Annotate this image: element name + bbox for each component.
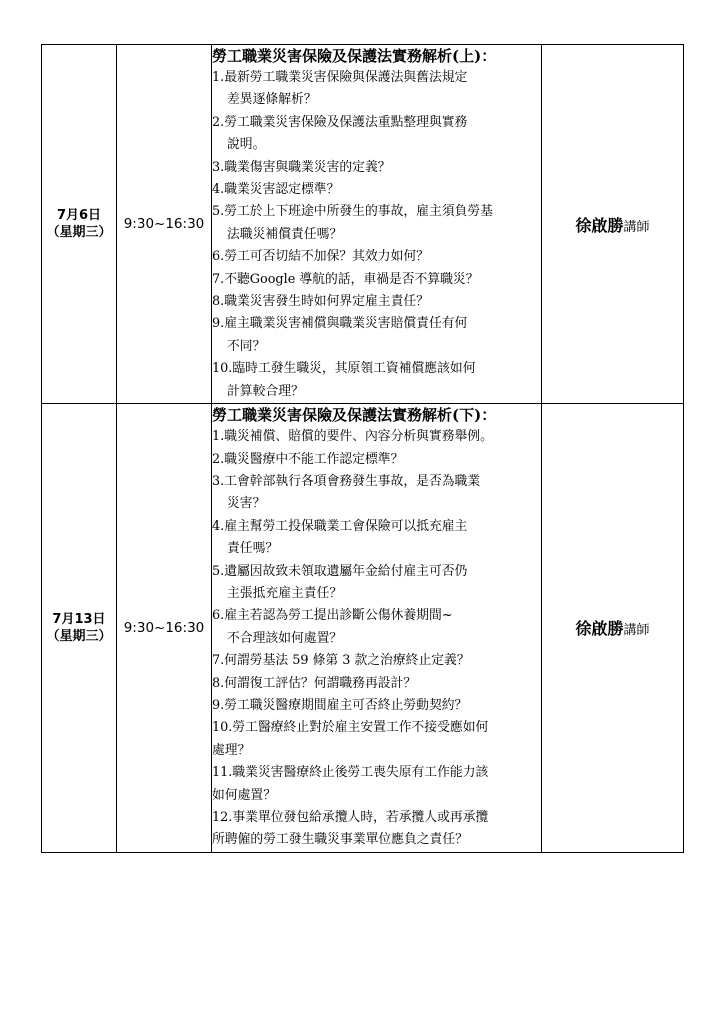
- list-item-text: 3.工會幹部執行各項會務發生事故，是否為職業: [212, 473, 481, 489]
- session-weekday: （星期三）: [46, 225, 112, 241]
- list-item: [212, 358, 541, 403]
- topic-list: [212, 426, 541, 852]
- list-item-text: 10.臨時工發生職災，其原領工資補償應該如何: [212, 361, 476, 377]
- session-time: 9:30~16:30: [117, 404, 212, 853]
- list-item-continuation: 所聘僱的勞工發生職災事業單位應負之責任？: [212, 832, 468, 848]
- list-item-text: 7.不聽Google 導航的話，車禍是否不算職災？: [212, 271, 479, 287]
- list-item: [212, 157, 541, 179]
- content-cell: [212, 45, 542, 404]
- list-item: [212, 605, 541, 650]
- list-item: [212, 449, 541, 471]
- session-date: 7月6日: [56, 208, 102, 224]
- list-item-text: 8.何謂復工評估？何謂職務再設計？: [212, 675, 417, 691]
- list-item: [212, 717, 541, 762]
- list-item-continuation: 法職災補償責任嗎？: [227, 226, 343, 242]
- content-cell: [212, 404, 542, 853]
- session-row: [42, 45, 684, 404]
- list-item-continuation: 不合理該如何處置？: [227, 630, 343, 646]
- list-item: [212, 313, 541, 358]
- list-item: [212, 650, 541, 672]
- schedule-table: [41, 44, 684, 853]
- topic-list: [212, 67, 541, 403]
- session-time: 9:30~16:30: [117, 45, 212, 404]
- session-row: [42, 404, 684, 853]
- list-item: [212, 269, 541, 291]
- list-item-text: 6.勞工可否切結不加保？其效力如何？: [212, 249, 429, 265]
- list-item: [212, 471, 541, 516]
- list-item-continuation: 不同？: [227, 338, 266, 354]
- list-item-text: 11.職業災害醫療終止後勞工喪失原有工作能力該: [212, 765, 489, 781]
- list-item: [212, 695, 541, 717]
- teacher-cell: [542, 45, 684, 404]
- list-item-text: 9.勞工職災醫療期間雇主可否終止勞動契約？: [212, 697, 468, 713]
- teacher-name: 徐啟勝: [575, 215, 624, 235]
- list-item: [212, 67, 541, 112]
- list-item: [212, 179, 541, 201]
- list-item: [212, 291, 541, 313]
- list-item-continuation: 責任嗎？: [227, 541, 279, 557]
- teacher-cell: [542, 404, 684, 853]
- list-item: [212, 807, 541, 852]
- list-item-text: 5.勞工於上下班途中所發生的事故，雇主須負勞基: [212, 204, 493, 220]
- list-item-text: 2.職災醫療中不能工作認定標準？: [212, 451, 404, 467]
- list-item-text: 9.雇主職業災害補償與職業災害賠償責任有何: [212, 316, 468, 332]
- list-item-text: 1.職災補償、賠償的要件、內容分析與實務舉例。: [212, 429, 493, 445]
- teacher-title: 講師: [623, 219, 650, 235]
- teacher-name: 徐啟勝: [575, 619, 624, 639]
- list-item-text: 5.遺屬因故致未領取遺屬年金給付雇主可否仍: [212, 563, 468, 579]
- list-item-continuation: 說明。: [227, 137, 266, 153]
- teacher-title: 講師: [623, 623, 650, 639]
- list-item: [212, 426, 541, 448]
- session-weekday: （星期三）: [46, 628, 112, 644]
- list-item-text: 10.勞工醫療終止對於雇主安置工作不接受應如何: [212, 720, 489, 736]
- list-item-continuation: 處理？: [212, 742, 251, 758]
- list-item-continuation: 災害？: [227, 496, 266, 512]
- list-item-text: 2.勞工職業災害保險及保護法重點整理與實務: [212, 114, 468, 130]
- list-item-text: 6.雇主若認為勞工提出診斷公傷休養期間~: [212, 608, 453, 624]
- topic-title: 勞工職業災害保險及保護法實務解析(下)：: [212, 406, 497, 425]
- list-item: [212, 246, 541, 268]
- list-item-text: 4.雇主幫勞工投保職業工會保險可以抵充雇主: [212, 518, 468, 534]
- list-item-text: 3.職業傷害與職業災害的定義？: [212, 159, 391, 175]
- list-item-text: 7.何謂勞基法 59 條第 3 款之治療終止定義？: [212, 653, 470, 669]
- list-item-continuation: 主張抵充雇主責任？: [227, 585, 343, 601]
- list-item-text: 1.最新勞工職業災害保險與保護法與舊法規定: [212, 70, 468, 85]
- list-item: [212, 516, 541, 561]
- session-date: 7月13日: [52, 611, 106, 627]
- list-item: [212, 201, 541, 246]
- date-cell: [42, 45, 117, 404]
- list-item: [212, 112, 541, 157]
- list-item-continuation: 計算較合理？: [227, 383, 304, 399]
- list-item: [212, 762, 541, 807]
- topic-title: 勞工職業災害保險及保護法實務解析(上)：: [212, 47, 497, 65]
- list-item-continuation: 如何處置？: [212, 787, 276, 803]
- list-item-text: 12.事業單位發包給承攬人時，若承攬人或再承攬: [212, 810, 489, 825]
- list-item-continuation: 差異逐條解析？: [227, 92, 317, 108]
- list-item-text: 4.職業災害認定標準？: [212, 182, 340, 198]
- date-cell: [42, 404, 117, 853]
- list-item-text: 8.職業災害發生時如何界定雇主責任？: [212, 294, 429, 310]
- list-item: [212, 561, 541, 606]
- list-item: [212, 673, 541, 695]
